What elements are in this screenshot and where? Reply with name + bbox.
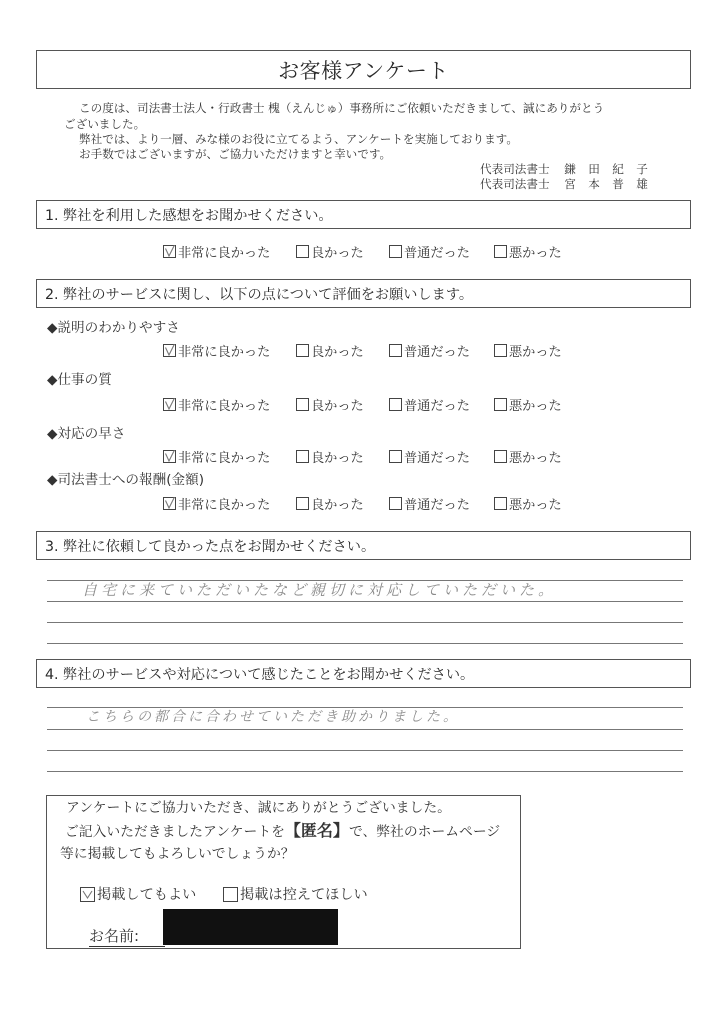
rating-option-good[interactable] (296, 341, 364, 359)
anonymous-emphasis: 【匿名】 (284, 821, 349, 840)
checkbox-icon[interactable] (494, 245, 507, 258)
checked-checkbox-icon[interactable] (163, 497, 176, 510)
q2-item-3-label: ◆対応の早さ (47, 426, 126, 442)
q2-item-1-label: ◆説明のわかりやすさ (47, 320, 180, 336)
checked-checkbox-icon[interactable] (163, 398, 176, 411)
rating-option-good[interactable] (296, 447, 364, 465)
rating-option-label: 非常に良かった (178, 398, 271, 414)
checkbox-icon[interactable] (389, 497, 402, 510)
checkbox-icon[interactable] (494, 450, 507, 463)
answer-rule (47, 601, 683, 602)
checked-checkbox-icon[interactable] (80, 887, 95, 902)
answer-rule (47, 729, 683, 730)
checkbox-icon[interactable] (389, 398, 402, 411)
rating-option-label: 悪かった (509, 245, 562, 261)
signatory-2: 代表司法書士 宮 本 普 雄 (480, 177, 648, 191)
checked-checkbox-icon[interactable] (163, 450, 176, 463)
consent-option-decline[interactable]: 掲載は控えてほしい (223, 885, 368, 903)
intro-line-3: 弊社では、より一層、みな様のお役に立てるよう、アンケートを実施しております。 (79, 132, 518, 146)
rating-option-label: 良かった (311, 344, 364, 360)
checkbox-icon[interactable] (389, 245, 402, 258)
checkbox-icon[interactable] (494, 344, 507, 357)
q3-answer[interactable]: 自宅に来ていただいたなど親切に対応していただいた。 (82, 581, 558, 599)
consent-line-3: 等に掲載してもよろしいでしょうか？ (60, 846, 295, 862)
checkbox-icon[interactable] (389, 344, 402, 357)
checkbox-icon[interactable] (296, 398, 309, 411)
q2-item-2-rating (0, 395, 724, 413)
signatory-role: 代表司法書士 (480, 177, 550, 191)
name-label: お名前: (89, 925, 165, 947)
question-3-header (36, 531, 691, 560)
rating-option-very-good[interactable] (163, 242, 270, 260)
rating-option-label: 普通だった (404, 398, 470, 414)
rating-option-label: 良かった (311, 398, 364, 414)
rating-option-label: 悪かった (509, 497, 562, 513)
checkbox-icon[interactable] (389, 450, 402, 463)
rating-option-label: 普通だった (404, 450, 470, 466)
q2-item-3-rating (0, 447, 724, 465)
intro-line-1: この度は、司法書士法人・行政書士 槐（えんじゅ）事務所にご依頼いただきまして、誠にありがとう (79, 101, 605, 115)
checkbox-icon[interactable] (494, 398, 507, 411)
rating-option-very-good[interactable] (163, 447, 270, 465)
rating-option-bad[interactable] (494, 447, 562, 465)
rating-option-label: 悪かった (509, 344, 562, 360)
signatory-role: 代表司法書士 (480, 162, 550, 176)
q2-item-4-rating (0, 494, 724, 512)
rating-option-label: 非常に良かった (178, 344, 271, 360)
checkbox-icon[interactable] (296, 497, 309, 510)
name-field-redacted[interactable] (163, 909, 338, 945)
rating-option-label: 良かった (311, 245, 364, 261)
q2-item-4-label: ◆司法書士への報酬(金額) (47, 472, 204, 488)
rating-option-very-good[interactable] (163, 341, 270, 359)
signatory-1: 代表司法書士 鎌 田 紀 子 (480, 162, 648, 176)
answer-rule (47, 643, 683, 644)
rating-option-very-good[interactable] (163, 395, 270, 413)
rating-option-average[interactable] (389, 447, 470, 465)
question-2-header (36, 279, 691, 308)
rating-option-label: 非常に良かった (178, 245, 271, 261)
checked-checkbox-icon[interactable] (163, 245, 176, 258)
question-4-header (36, 659, 691, 688)
rating-option-bad[interactable] (494, 242, 562, 260)
rating-option-label: 良かった (311, 450, 364, 466)
intro-line-4: お手数ではございますが、ご協力いただけますと幸いです。 (79, 147, 392, 161)
rating-option-bad[interactable] (494, 341, 562, 359)
rating-option-good[interactable] (296, 242, 364, 260)
rating-option-label: 悪かった (509, 450, 562, 466)
q4-answer[interactable]: こちらの都合に合わせていただき助かりました。 (86, 709, 460, 725)
checkbox-icon[interactable] (223, 887, 238, 902)
answer-rule (47, 750, 683, 751)
rating-option-label: 良かった (311, 497, 364, 513)
rating-option-average[interactable] (389, 341, 470, 359)
rating-option-label: 普通だった (404, 497, 470, 513)
rating-option-label: 普通だった (404, 245, 470, 261)
page-title: お客様アンケート (278, 59, 449, 83)
rating-option-label: 普通だった (404, 344, 470, 360)
rating-option-average[interactable] (389, 242, 470, 260)
question-3-title: 3. 弊社に依頼して良かった点をお聞かせください。 (45, 539, 376, 555)
checked-checkbox-icon[interactable] (163, 344, 176, 357)
title-box (36, 50, 691, 89)
rating-option-very-good[interactable] (163, 494, 270, 512)
consent-line-2: ご記入いただきましたアンケートを【匿名】で、弊社のホームページ (65, 821, 501, 840)
q1-rating (0, 242, 724, 260)
rating-option-average[interactable] (389, 395, 470, 413)
checkbox-icon[interactable] (296, 450, 309, 463)
answer-rule (47, 622, 683, 623)
rating-option-label: 非常に良かった (178, 450, 271, 466)
question-2-title: 2. 弊社のサービスに関し、以下の点について評価をお願いします。 (45, 287, 474, 303)
rating-option-good[interactable] (296, 494, 364, 512)
rating-option-bad[interactable] (494, 395, 562, 413)
checkbox-icon[interactable] (296, 245, 309, 258)
q2-item-2-label: ◆仕事の質 (47, 372, 112, 388)
rating-option-label: 悪かった (509, 398, 562, 414)
q2-item-1-rating (0, 341, 724, 359)
checkbox-icon[interactable] (494, 497, 507, 510)
question-1-title: 1. 弊社を利用した感想をお聞かせください。 (45, 208, 333, 224)
question-1-header (36, 200, 691, 229)
answer-rule (47, 771, 683, 772)
rating-option-bad[interactable] (494, 494, 562, 512)
rating-option-good[interactable] (296, 395, 364, 413)
consent-line-1: アンケートにご協力いただき、誠にありがとうございました。 (66, 800, 451, 816)
consent-option-allow[interactable]: 掲載してもよい (80, 885, 196, 903)
intro-line-2: ございました。 (64, 117, 146, 131)
rating-option-label: 非常に良かった (178, 497, 271, 513)
question-4-title: 4. 弊社のサービスや対応について感じたことをお聞かせください。 (45, 667, 475, 683)
checkbox-icon[interactable] (296, 344, 309, 357)
rating-option-average[interactable] (389, 494, 470, 512)
